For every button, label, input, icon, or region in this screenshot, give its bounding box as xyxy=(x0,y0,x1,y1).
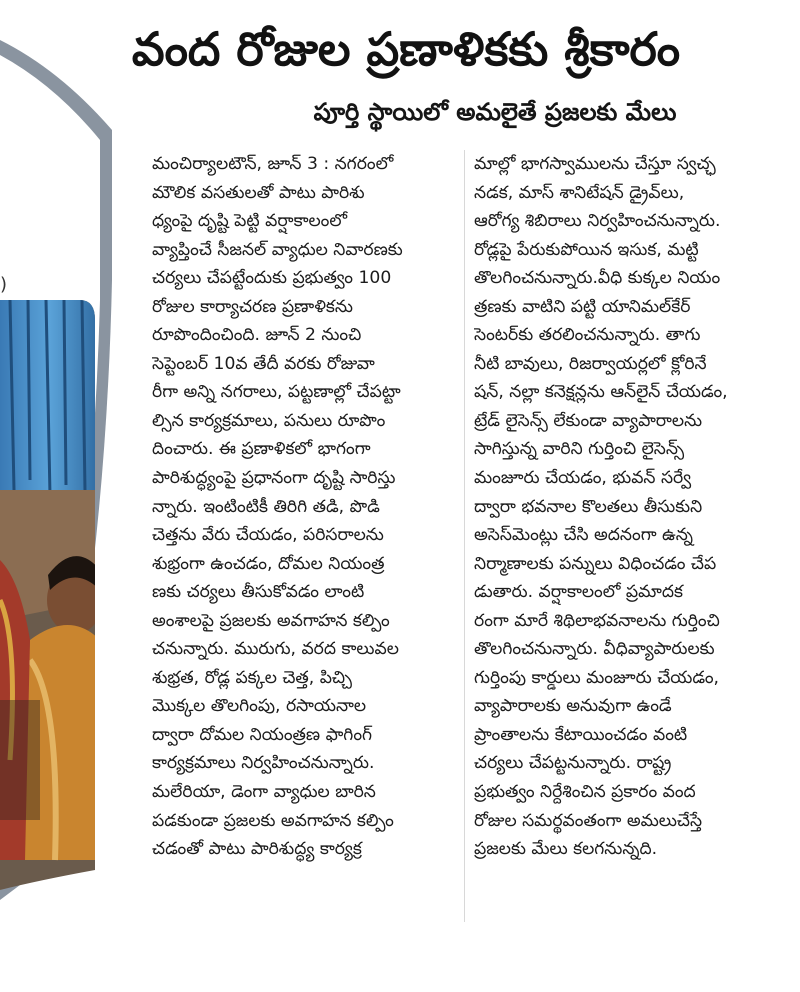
text-line: మొక్కల తొలగింపు, రసాయనాల xyxy=(152,696,367,717)
text-line: రోడ్లపై పేరుకుపోయిన ఇసుక, మట్టి xyxy=(474,239,699,260)
text-line: రంగా మారే శిథిలాభవనాలను గుర్తించి xyxy=(474,610,720,631)
text-line: డుతారు. వర్షాకాలంలో ప్రమాదక xyxy=(474,582,683,603)
text-line: కార్యక్రమాలు నిర్వహించనున్నారు. xyxy=(152,753,375,774)
text-line: గుర్తింపు కార్డులు మంజూరు చేయడం, xyxy=(474,667,720,688)
text-line: ద్వారా భవనాల కొలతలు తీసుకుని xyxy=(474,496,703,517)
text-line: అంశాలపై ప్రజలకు అవగాహన కల్పిం xyxy=(152,610,390,631)
text-line: రోజుల సమర్థవంతంగా అమలుచేస్తే xyxy=(474,810,703,831)
text-line: మాల్లో భాగస్వాములను చేస్తూ స్వచ్ఛ xyxy=(474,154,716,174)
column-divider xyxy=(464,150,465,922)
text-line: శుభ్రత, రోడ్ల పక్కల చెత్త, పిచ్చి xyxy=(152,667,352,688)
text-line: పారిశుద్ధ్యంపై ప్రధానంగా దృష్టి సారిస్తు xyxy=(152,468,396,489)
text-line: చడంతో పాటు పారిశుద్ధ్య కార్యక్ర xyxy=(152,839,362,860)
text-line: ప్రజలకు మేలు కలగనున్నది. xyxy=(474,839,658,860)
subheadline: పూర్తి స్థాయిలో అమలైతే ప్రజలకు మేలు xyxy=(313,98,677,126)
text-line: త్రణకు వాటిని పట్టి యానిమల్‌కేర్ xyxy=(474,296,691,317)
text-line: రూపొందించింది. జూన్ 2 నుంచి xyxy=(152,325,362,346)
text-line: నీటి బావులు, రిజర్వాయర్లలో క్లోరినే xyxy=(474,353,707,374)
text-line: పడకుండా ప్రజలకు అవగాహన కల్పిం xyxy=(152,810,394,831)
text-line: ప్రాంతాలను కేటాయించడం వంటి xyxy=(474,724,688,745)
text-line: మంజూరు చేయడం, భువన్ సర్వే xyxy=(474,468,692,489)
text-line: దించారు. ఈ ప్రణాళికలో భాగంగా xyxy=(152,439,371,460)
text-line: నడక, మాస్ శానిటేషన్ డ్రైవ్‌లు, xyxy=(474,182,685,203)
text-line: మంచిర్యాలటౌన్, జూన్ 3 : నగరంలో xyxy=(152,154,394,174)
news-photo xyxy=(0,0,150,930)
text-line: ధ్యంపై దృష్టి పెట్టి వర్షాకాలంలో xyxy=(152,211,348,232)
text-line: శుభ్రంగా ఉంచడం, దోమల నియంత్ర xyxy=(152,553,385,574)
text-line: సాగిస్తున్న వారిని గుర్తించి లైసెన్స్ xyxy=(474,439,685,460)
article-column-1 xyxy=(152,150,457,864)
text-line: చర్యలు చేపట్టనున్నారు. రాష్ట్ర xyxy=(474,753,672,774)
text-line: ద్వారా దోమల నియంత్రణ ఫాగింగ్ xyxy=(152,724,373,745)
text-line: మలేరియా, డెంగా వ్యాధుల బారిన xyxy=(152,782,376,803)
text-line: చనున్నారు. మురుగు, వరద కాలువల xyxy=(152,639,399,660)
text-line: న్నారు. ఇంటింటికీ తిరిగి తడి, పొడి xyxy=(152,496,380,517)
text-line: రోజుల కార్యాచరణ ప్రణాళికను xyxy=(152,296,353,317)
text-line: ఆరోగ్య శిబిరాలు నిర్వహించనున్నారు. xyxy=(474,211,721,232)
text-line: నిర్మాణాలకు పన్నులు విధించడం చేప xyxy=(474,553,717,574)
text-line: తొలగించనున్నారు. వీధివ్యాపారులకు xyxy=(474,639,715,660)
text-line: సెంటర్‌కు తరలించనున్నారు. తాగు xyxy=(474,325,701,346)
text-line: రీగా అన్ని నగరాలు, పట్టణాల్లో చేపట్టా xyxy=(152,382,401,403)
text-line: ల్సిన కార్యక్రమాలు, పనులు రూపొం xyxy=(152,410,386,431)
article-column-2 xyxy=(474,150,779,864)
text-line: మౌలిక వసతులతో పాటు పారిశు xyxy=(152,182,365,203)
text-line: సెప్టెంబర్ 10వ తేదీ వరకు రోజువా xyxy=(152,353,375,374)
text-line: షన్, నల్లా కనెక్షన్లను ఆన్‌లైన్ చేయడం, xyxy=(474,382,728,403)
text-line: ప్రభుత్వం నిర్దేశించిన ప్రకారం వంద xyxy=(474,782,696,803)
text-line: తొలగించనున్నారు.వీధి కుక్కల నియం xyxy=(474,268,721,289)
text-line: వ్యాపారాలకు అనువుగా ఉండే xyxy=(474,696,672,717)
text-line: చెత్తను వేరు చేయడం, పరిసరాలను xyxy=(152,525,384,546)
text-line: అసెస్‌మెంట్లు చేసి అదనంగా ఉన్న xyxy=(474,525,693,546)
headline: వంద రోజుల ప్రణాళికకు శ్రీకారం xyxy=(131,22,681,76)
text-line: వ్యాప్తించే సీజనల్ వ్యాధుల నివారణకు xyxy=(152,239,403,260)
svg-text:): ) xyxy=(0,274,8,295)
text-line: ట్రేడ్ లైసెన్స్ లేకుండా వ్యాపారాలను xyxy=(474,410,703,431)
text-line: ణకు చర్యలు తీసుకోవడం లాంటి xyxy=(152,582,365,603)
text-line: చర్యలు చేపట్టేందుకు ప్రభుత్వం 100 xyxy=(152,268,392,289)
